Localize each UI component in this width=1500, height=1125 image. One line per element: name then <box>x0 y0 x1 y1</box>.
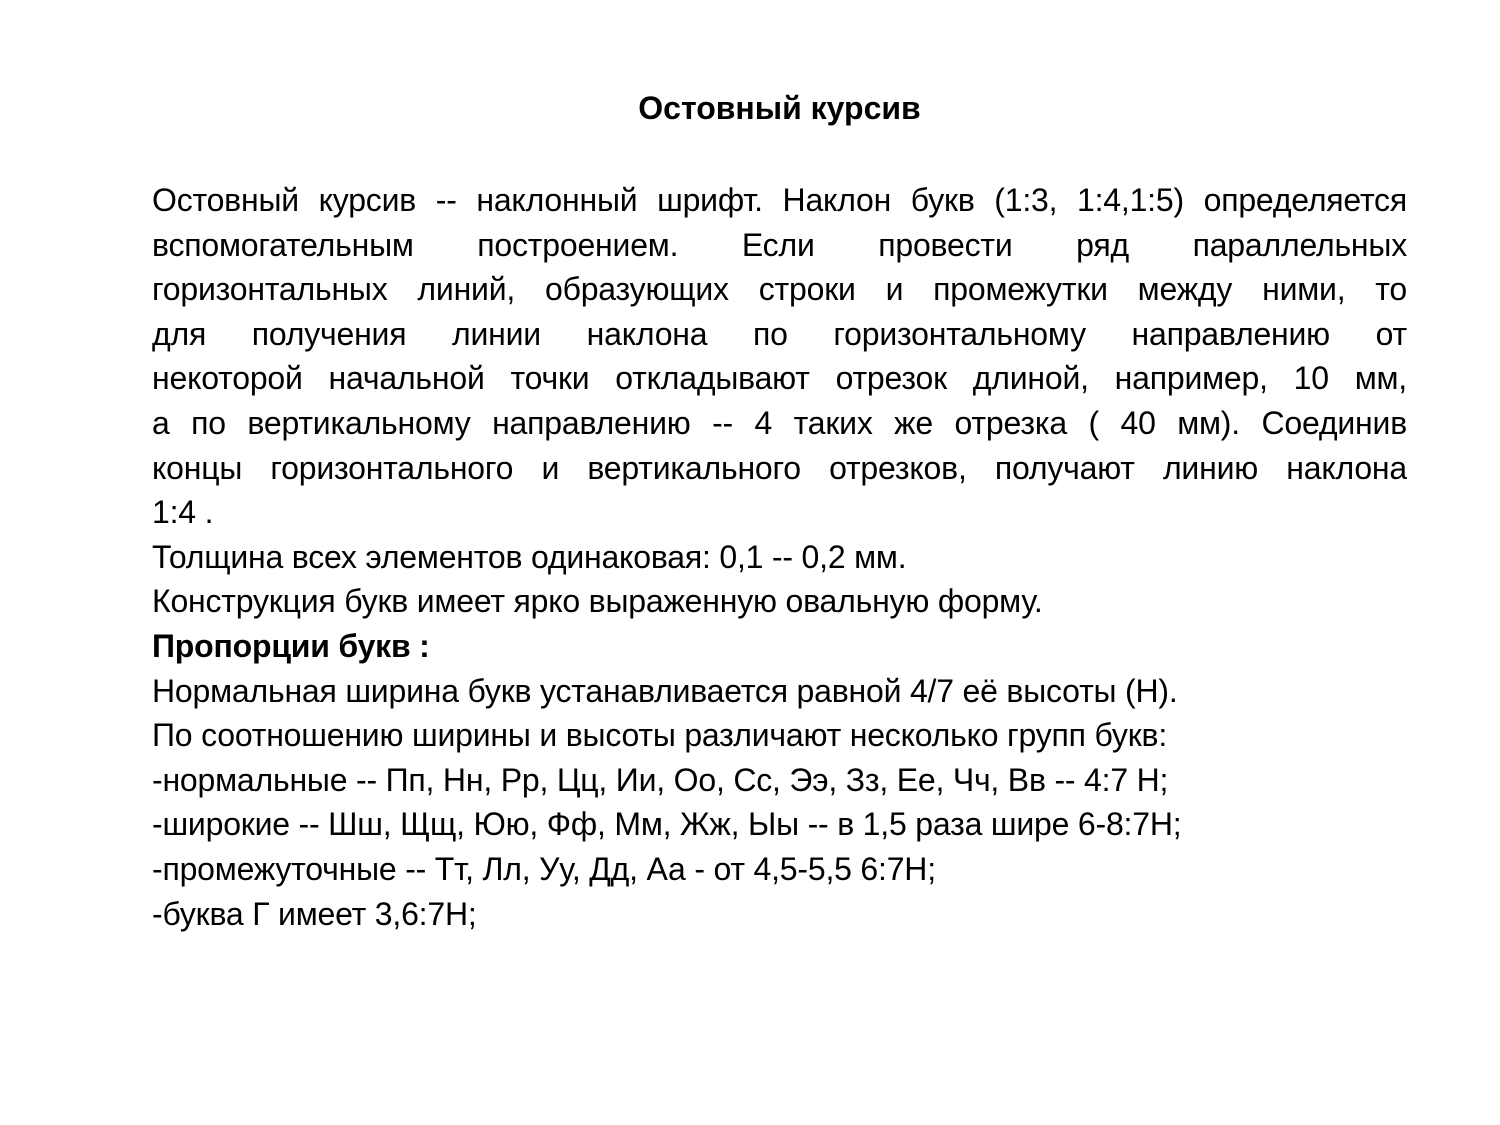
text-line: вспомогательным построением. Если провести ряд параллельных <box>152 226 1407 263</box>
text-line: Остовный курсив -- наклонный шрифт. Наклон букв (1:3, 1:4,1:5) определяется <box>152 182 1407 218</box>
document-body <box>152 178 1407 936</box>
text-line: а по вертикальному направлению -- 4 таких же отрезка ( 40 мм). Соединив <box>152 404 1407 441</box>
text-line: -нормальные -- Пп, Нн, Рр, Цц, Ии, Оо, Сс, Ээ, Зз, Ее, Чч, Вв -- 4:7 Н; <box>152 761 1169 798</box>
text-line: горизонтальных линий, образующих строки и промежутки между ними, то <box>152 271 1407 308</box>
text-line: Пропорции букв : <box>152 627 430 664</box>
text-line: Конструкция букв имеет ярко выраженную овальную форму. <box>152 583 1043 620</box>
text-line: По соотношению ширины и высоты различают несколько групп букв: <box>152 717 1168 754</box>
text-line: концы горизонтального и вертикального отрезков, получают линию наклона <box>152 449 1407 486</box>
text-line: некоторой начальной точки откладывают отрезок длиной, например, 10 мм, <box>152 360 1407 397</box>
text-line: 1:4 . <box>152 494 214 531</box>
text-line: -широкие -- Шш, Щщ, Юю, Фф, Мм, Жж, Ыы -- в 1,5 раза шире 6-8:7Н; <box>152 806 1182 843</box>
text-line: -буква Г имеет 3,6:7Н; <box>152 895 477 932</box>
text-line: Нормальная ширина букв устанавливается равной 4/7 её высоты (Н). <box>152 672 1178 709</box>
text-line: -промежуточные -- Тт, Лл, Уу, Дд, Аа - от 4,5-5,5 6:7Н; <box>152 850 936 887</box>
document-title: Остовный курсив <box>638 90 921 126</box>
text-line: для получения линии наклона по горизонтальному направлению от <box>152 315 1407 352</box>
text-line: Толщина всех элементов одинаковая: 0,1 -- 0,2 мм. <box>152 538 907 575</box>
